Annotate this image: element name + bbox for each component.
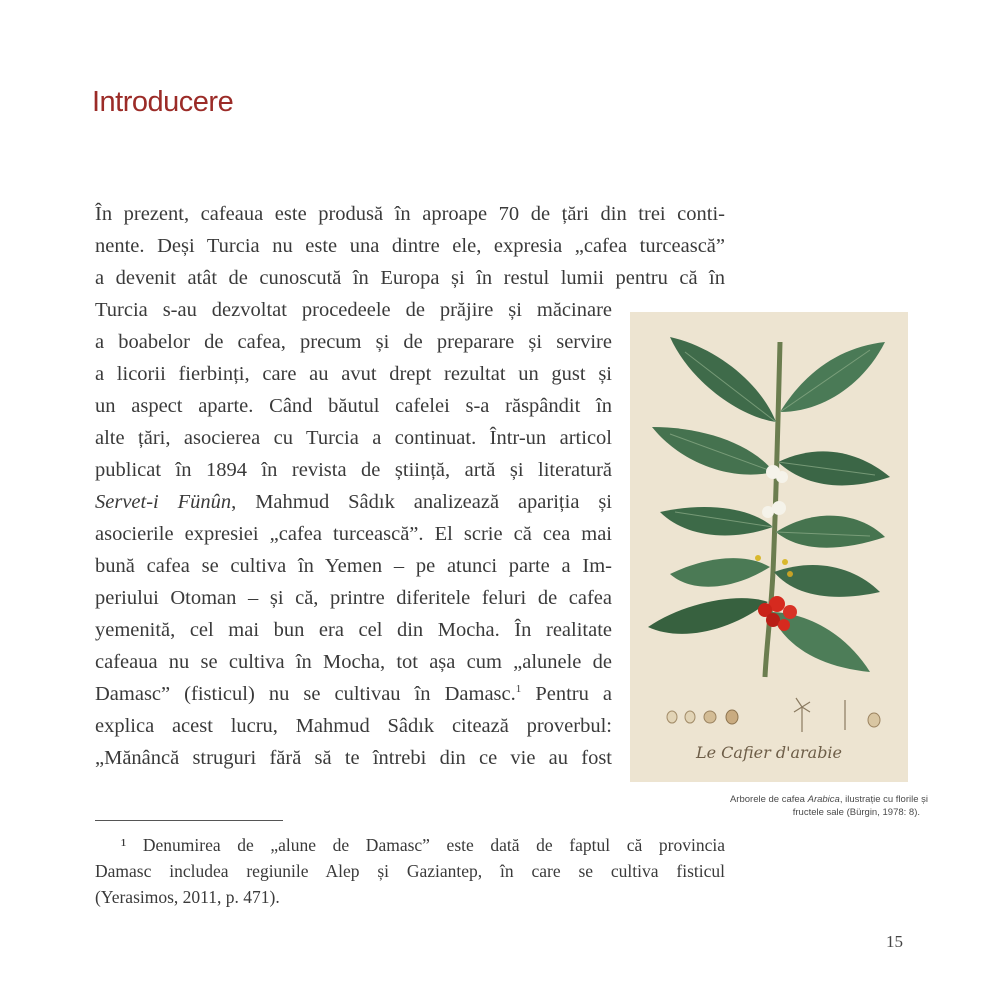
- chapter-heading: Introducere: [92, 86, 234, 118]
- body-line: nente. Deși Turcia nu este una dintre ele, expresia „cafea turcească”: [95, 235, 725, 257]
- body-line: a boabelor de cafea, precum și de preparare și servire: [95, 331, 612, 353]
- footnote-separator: [95, 820, 283, 821]
- body-line-text: Damasc” (fisticul) nu se cultivau în Damasc.: [95, 683, 516, 705]
- body-line: explica acest lucru, Mahmud Sâdık citează proverbul:: [95, 715, 612, 737]
- figure-caption: [610, 793, 928, 819]
- caption-line-2: fructele sale (Bürgin, 1978: 8).: [792, 807, 920, 818]
- body-line: a devenit atât de cunoscută în Europa și în restul lumii pentru că în: [95, 267, 725, 289]
- body-line: Turcia s-au dezvoltat procedeele de prăjire și măcinare: [95, 299, 612, 321]
- body-line: În prezent, cafeaua este produsă în aproape 70 de țări din trei conti-: [95, 203, 725, 225]
- body-line: [95, 486, 612, 518]
- body-line: publicat în 1894 în revista de știință, artă și literatură: [95, 459, 612, 481]
- illustration-inscription: Le Cafier d'arabie: [695, 743, 843, 762]
- footnote-line: ¹ Denumirea de „alune de Damasc” este dată de faptul că provincia: [121, 835, 725, 855]
- caption-text: Arborele de cafea: [729, 794, 808, 805]
- footnote-line: (Yerasimos, 2011, p. 471).: [95, 887, 280, 907]
- body-line: a licorii fierbinți, care au avut drept rezultat un gust și: [95, 363, 612, 385]
- body-line-rest: , Mahmud Sâdık analizează apariția și: [231, 491, 612, 513]
- page-number: 15: [886, 932, 903, 951]
- body-line-rest: Pentru a: [521, 683, 612, 705]
- body-line: yemenită, cel mai bun era cel din Mocha. În realitate: [95, 619, 612, 641]
- footnote-line: Damasc includea regiunile Alep și Gaziantep, în care se cultiva fisticul: [95, 861, 725, 881]
- body-line: [95, 678, 612, 710]
- body-line: un aspect aparte. Când băutul cafelei s-a răspândit în: [95, 395, 612, 417]
- caption-species: Arabica: [807, 794, 840, 805]
- body-line: „Mănâncă struguri fără să te întrebi din ce vie au fost: [95, 747, 612, 769]
- coffee-plant-illustration: [630, 312, 908, 782]
- body-line: periului Otoman – și că, printre diferitele feluri de cafea: [95, 587, 612, 609]
- body-line: bună cafea se cultiva în Yemen – pe atunci parte a Im-: [95, 555, 612, 577]
- caption-text: , ilustrație cu florile și: [839, 794, 928, 805]
- body-line: asocierile expresiei „cafea turcească”. El scrie că cea mai: [95, 523, 612, 545]
- body-line: alte țări, asocierea cu Turcia a continuat. Într-un articol: [95, 427, 612, 449]
- coffee-branch-drawing: [630, 312, 908, 782]
- journal-title: Servet-i Fünûn: [95, 491, 232, 513]
- footnote-marker[interactable]: 1: [515, 683, 522, 696]
- body-line: cafeaua nu se cultiva în Mocha, tot așa cum „alunele de: [95, 651, 612, 673]
